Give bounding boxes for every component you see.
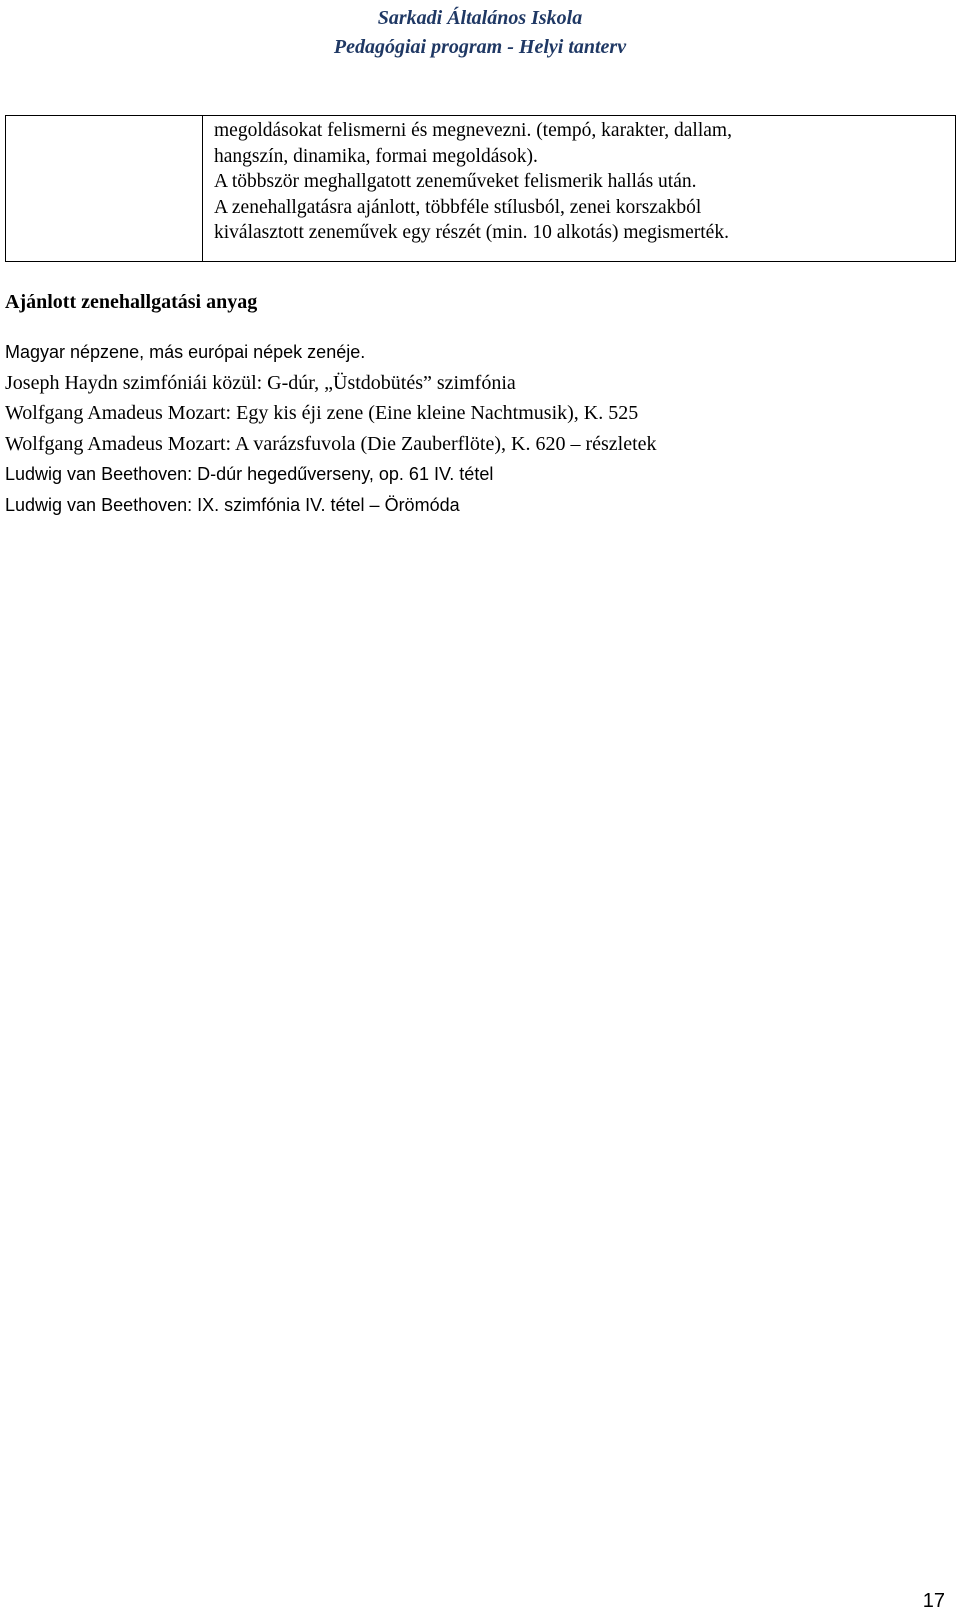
outcomes-line: A zenehallgatásra ajánlott, többféle stílusból, zenei korszakból (214, 196, 702, 218)
section-heading: Ajánlott zenehallgatási anyag (5, 291, 258, 313)
outcomes-line: kiválasztott zeneművek egy részét (min. 10 alkotás) megismerték. (214, 222, 729, 243)
list-item: Ludwig van Beethoven: IX. szimfónia IV. tétel – Örömóda (5, 494, 460, 515)
outcomes-table-label-cell (6, 116, 203, 261)
outcomes-table-text-cell (203, 116, 955, 261)
header-document-title: Pedagógiai program - Helyi tanterv (333, 36, 627, 58)
outcomes-line: megoldásokat felismerni és megnevezni. (tempó, karakter, dallam, (214, 120, 732, 141)
list-item: Joseph Haydn szimfóniái közül: G-dúr, „Üstdobütés” szimfónia (5, 371, 516, 394)
page-number: 17 (922, 1590, 945, 1612)
header-school-name: Sarkadi Általános Iskola (377, 7, 583, 29)
outcomes-line: A többször meghallgatott zeneműveket felismerik hallás után. (214, 171, 697, 192)
list-item: Magyar népzene, más európai népek zenéje. (5, 342, 366, 362)
listening-list (5, 337, 657, 521)
outcomes-table (5, 115, 956, 262)
list-item: Wolfgang Amadeus Mozart: A varázsfuvola (Die Zauberflöte), K. 620 – részletek (5, 432, 657, 455)
list-item: Wolfgang Amadeus Mozart: Egy kis éji zene (Eine kleine Nachtmusik), K. 525 (5, 402, 639, 425)
list-item: Ludwig van Beethoven: D-dúr hegedűverseny, op. 61 IV. tétel (5, 464, 494, 485)
outcomes-line: hangszín, dinamika, formai megoldások). (214, 145, 538, 167)
page-header (0, 4, 960, 62)
